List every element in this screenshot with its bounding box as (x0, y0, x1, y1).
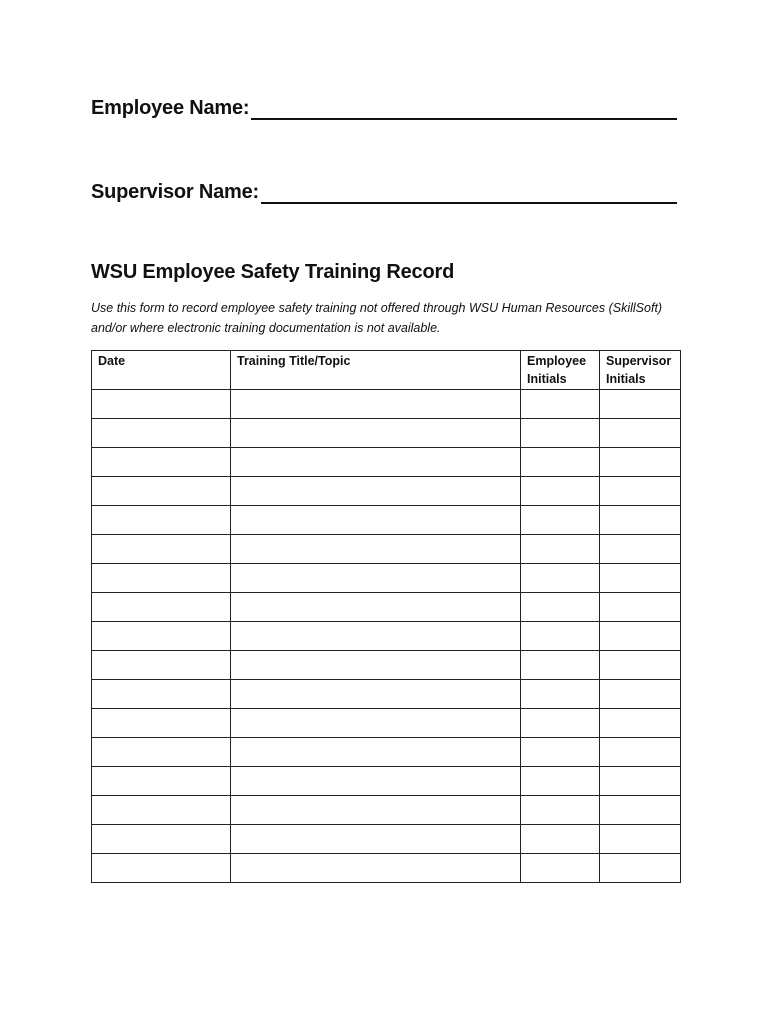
supervisor-name-field[interactable] (91, 180, 677, 204)
table-row (92, 419, 681, 448)
topic-column-header: Training Title/Topic (231, 351, 521, 390)
employee-initials-column-header: Employee Initials (521, 351, 600, 390)
form-title: WSU Employee Safety Training Record (91, 261, 455, 283)
employee-name-label: Employee Name: (91, 97, 250, 119)
supervisor-initials-cell[interactable] (600, 564, 681, 593)
supervisor-initials-cell[interactable] (600, 854, 681, 883)
table-row (92, 709, 681, 738)
date-cell[interactable] (92, 593, 231, 622)
supervisor-initials-cell[interactable] (600, 825, 681, 854)
table-row (92, 593, 681, 622)
table-header-row (92, 351, 681, 390)
date-cell[interactable] (92, 622, 231, 651)
supervisor-initials-cell[interactable] (600, 622, 681, 651)
table-row (92, 651, 681, 680)
supervisor-initials-cell[interactable] (600, 767, 681, 796)
supervisor-initials-cell[interactable] (600, 680, 681, 709)
supervisor-initials-cell[interactable] (600, 506, 681, 535)
employee-initials-cell[interactable] (521, 738, 600, 767)
employee-initials-cell[interactable] (521, 709, 600, 738)
topic-cell[interactable] (231, 767, 521, 796)
employee-initials-cell[interactable] (521, 854, 600, 883)
supervisor-initials-cell[interactable] (600, 419, 681, 448)
topic-cell[interactable] (231, 680, 521, 709)
topic-cell[interactable] (231, 419, 521, 448)
table-row (92, 535, 681, 564)
topic-cell[interactable] (231, 825, 521, 854)
supervisor-initials-cell[interactable] (600, 709, 681, 738)
date-cell[interactable] (92, 767, 231, 796)
date-cell[interactable] (92, 854, 231, 883)
table-row (92, 506, 681, 535)
employee-initials-cell[interactable] (521, 796, 600, 825)
date-column-header: Date (92, 351, 231, 390)
employee-name-field[interactable] (91, 96, 677, 120)
topic-cell[interactable] (231, 738, 521, 767)
table-row (92, 477, 681, 506)
supervisor-name-blank[interactable] (261, 184, 677, 204)
date-cell[interactable] (92, 564, 231, 593)
employee-initials-cell[interactable] (521, 506, 600, 535)
date-cell[interactable] (92, 390, 231, 419)
topic-cell[interactable] (231, 448, 521, 477)
employee-initials-cell[interactable] (521, 390, 600, 419)
table-row (92, 390, 681, 419)
employee-name-blank[interactable] (251, 100, 677, 120)
supervisor-initials-cell[interactable] (600, 390, 681, 419)
date-cell[interactable] (92, 709, 231, 738)
employee-initials-cell[interactable] (521, 680, 600, 709)
date-cell[interactable] (92, 506, 231, 535)
date-cell[interactable] (92, 448, 231, 477)
topic-cell[interactable] (231, 854, 521, 883)
employee-initials-cell[interactable] (521, 535, 600, 564)
date-cell[interactable] (92, 825, 231, 854)
table-row (92, 448, 681, 477)
date-cell[interactable] (92, 796, 231, 825)
table-row (92, 622, 681, 651)
training-record-table (91, 350, 681, 883)
table-row (92, 825, 681, 854)
topic-cell[interactable] (231, 709, 521, 738)
topic-cell[interactable] (231, 796, 521, 825)
supervisor-initials-cell[interactable] (600, 593, 681, 622)
date-cell[interactable] (92, 477, 231, 506)
employee-initials-cell[interactable] (521, 825, 600, 854)
supervisor-initials-cell[interactable] (600, 651, 681, 680)
employee-initials-cell[interactable] (521, 622, 600, 651)
topic-cell[interactable] (231, 564, 521, 593)
employee-initials-cell[interactable] (521, 477, 600, 506)
table-row (92, 854, 681, 883)
employee-initials-cell[interactable] (521, 419, 600, 448)
topic-cell[interactable] (231, 390, 521, 419)
instructions-text: Use this form to record employee safety training not offered through WSU Human Resources (SkillSoft) and/or where electronic training documentation is not available. (91, 301, 663, 335)
date-cell[interactable] (92, 651, 231, 680)
supervisor-initials-column-header: Supervisor Initials (600, 351, 681, 390)
date-cell[interactable] (92, 535, 231, 564)
topic-cell[interactable] (231, 593, 521, 622)
table-row (92, 796, 681, 825)
supervisor-name-label: Supervisor Name: (91, 181, 259, 203)
date-cell[interactable] (92, 738, 231, 767)
employee-initials-cell[interactable] (521, 651, 600, 680)
supervisor-initials-cell[interactable] (600, 535, 681, 564)
supervisor-initials-cell[interactable] (600, 738, 681, 767)
topic-cell[interactable] (231, 506, 521, 535)
employee-initials-cell[interactable] (521, 593, 600, 622)
topic-cell[interactable] (231, 477, 521, 506)
employee-initials-cell[interactable] (521, 448, 600, 477)
supervisor-initials-cell[interactable] (600, 477, 681, 506)
supervisor-initials-cell[interactable] (600, 448, 681, 477)
date-cell[interactable] (92, 419, 231, 448)
table-row (92, 738, 681, 767)
topic-cell[interactable] (231, 651, 521, 680)
topic-cell[interactable] (231, 535, 521, 564)
employee-initials-cell[interactable] (521, 767, 600, 796)
supervisor-initials-cell[interactable] (600, 796, 681, 825)
table-row (92, 767, 681, 796)
table-row (92, 564, 681, 593)
table-row (92, 680, 681, 709)
date-cell[interactable] (92, 680, 231, 709)
employee-initials-cell[interactable] (521, 564, 600, 593)
topic-cell[interactable] (231, 622, 521, 651)
